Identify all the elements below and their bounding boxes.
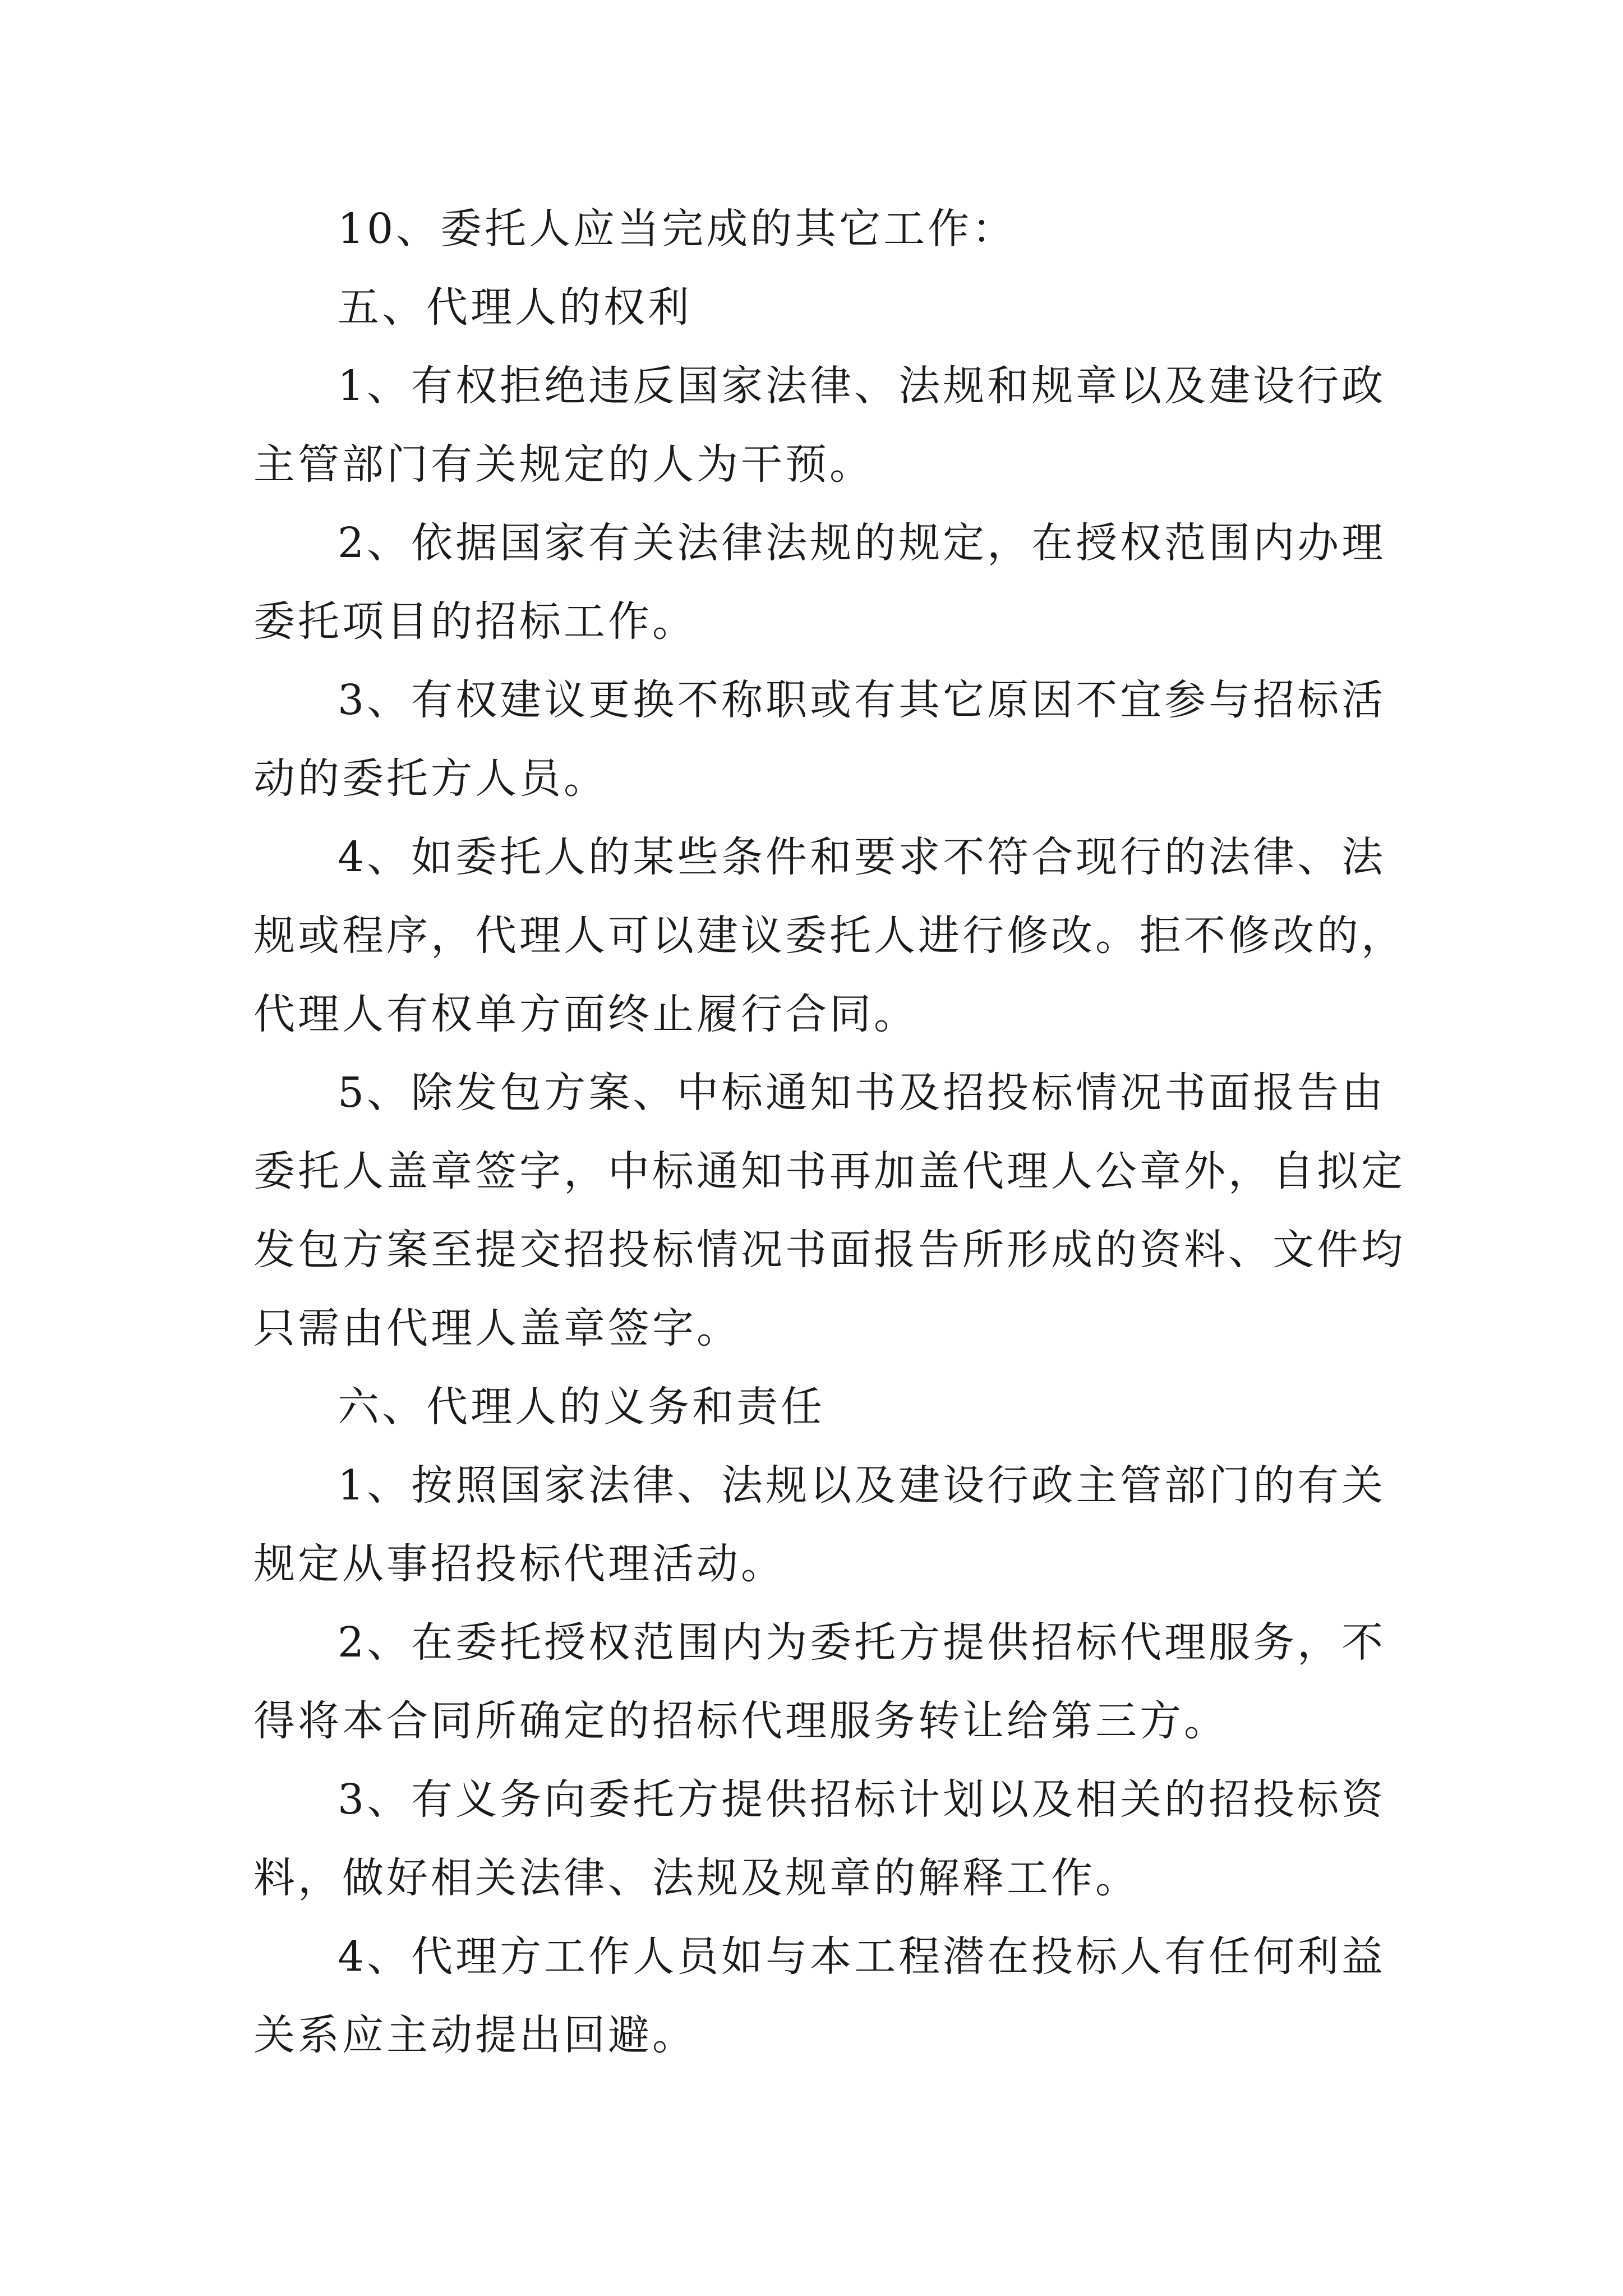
duties-item-2-line-2: 得将本合同所确定的招标代理服务转让给第三方。 — [253, 1697, 1228, 1745]
rights-item-5-line-3: 发包方案至提交招投标情况书面报告所形成的资料、文件均 — [253, 1226, 1405, 1274]
rights-item-4-line-1: 4、如委托人的某些条件和要求不符合现行的法律、法 — [338, 833, 1386, 881]
duties-item-3-line-2: 料，做好相关法律、法规及规章的解释工作。 — [253, 1854, 1140, 1902]
rights-item-2-line-2: 委托项目的招标工作。 — [253, 597, 697, 646]
section-heading-agent-duties: 六、代理人的义务和责任 — [338, 1383, 825, 1431]
rights-item-2-line-1: 2、依据国家有关法律法规的规定，在授权范围内办理 — [338, 519, 1386, 567]
section-heading-agent-rights: 五、代理人的权利 — [338, 283, 692, 332]
rights-item-5-line-2: 委托人盖章签字，中标通知书再加盖代理人公章外，自拟定 — [253, 1147, 1405, 1195]
paragraph-item-10-line-1: 10、委托人应当完成的其它工作： — [338, 205, 1017, 253]
duties-item-1-line-1: 1、按照国家法律、法规以及建设行政主管部门的有关 — [338, 1461, 1386, 1510]
duties-item-1-line-2: 规定从事招投标代理活动。 — [253, 1540, 785, 1588]
rights-item-5-line-1: 5、除发包方案、中标通知书及招投标情况书面报告由 — [338, 1069, 1386, 1117]
duties-item-3-line-1: 3、有义务向委托方提供招标计划以及相关的招投标资 — [338, 1775, 1386, 1824]
rights-item-3-line-2: 动的委托方人员。 — [253, 754, 608, 803]
rights-item-1-line-2: 主管部门有关规定的人为干预。 — [253, 440, 874, 489]
duties-item-4-line-1: 4、代理方工作人员如与本工程潜在投标人有任何利益 — [338, 1932, 1386, 1981]
rights-item-4-line-3: 代理人有权单方面终止履行合同。 — [253, 990, 918, 1038]
duties-item-4-line-2: 关系应主动提出回避。 — [253, 2011, 697, 2059]
rights-item-3-line-1: 3、有权建议更换不称职或有其它原因不宜参与招标活 — [338, 676, 1386, 724]
document-body — [253, 201, 1405, 2063]
rights-item-4-line-2: 规或程序，代理人可以建议委托人进行修改。拒不修改的， — [253, 912, 1405, 960]
rights-item-1-line-1: 1、有权拒绝违反国家法律、法规和规章以及建设行政 — [338, 362, 1386, 410]
duties-item-2-line-1: 2、在委托授权范围内为委托方提供招标代理服务，不 — [338, 1618, 1386, 1667]
rights-item-5-line-4: 只需由代理人盖章签字。 — [253, 1304, 741, 1352]
